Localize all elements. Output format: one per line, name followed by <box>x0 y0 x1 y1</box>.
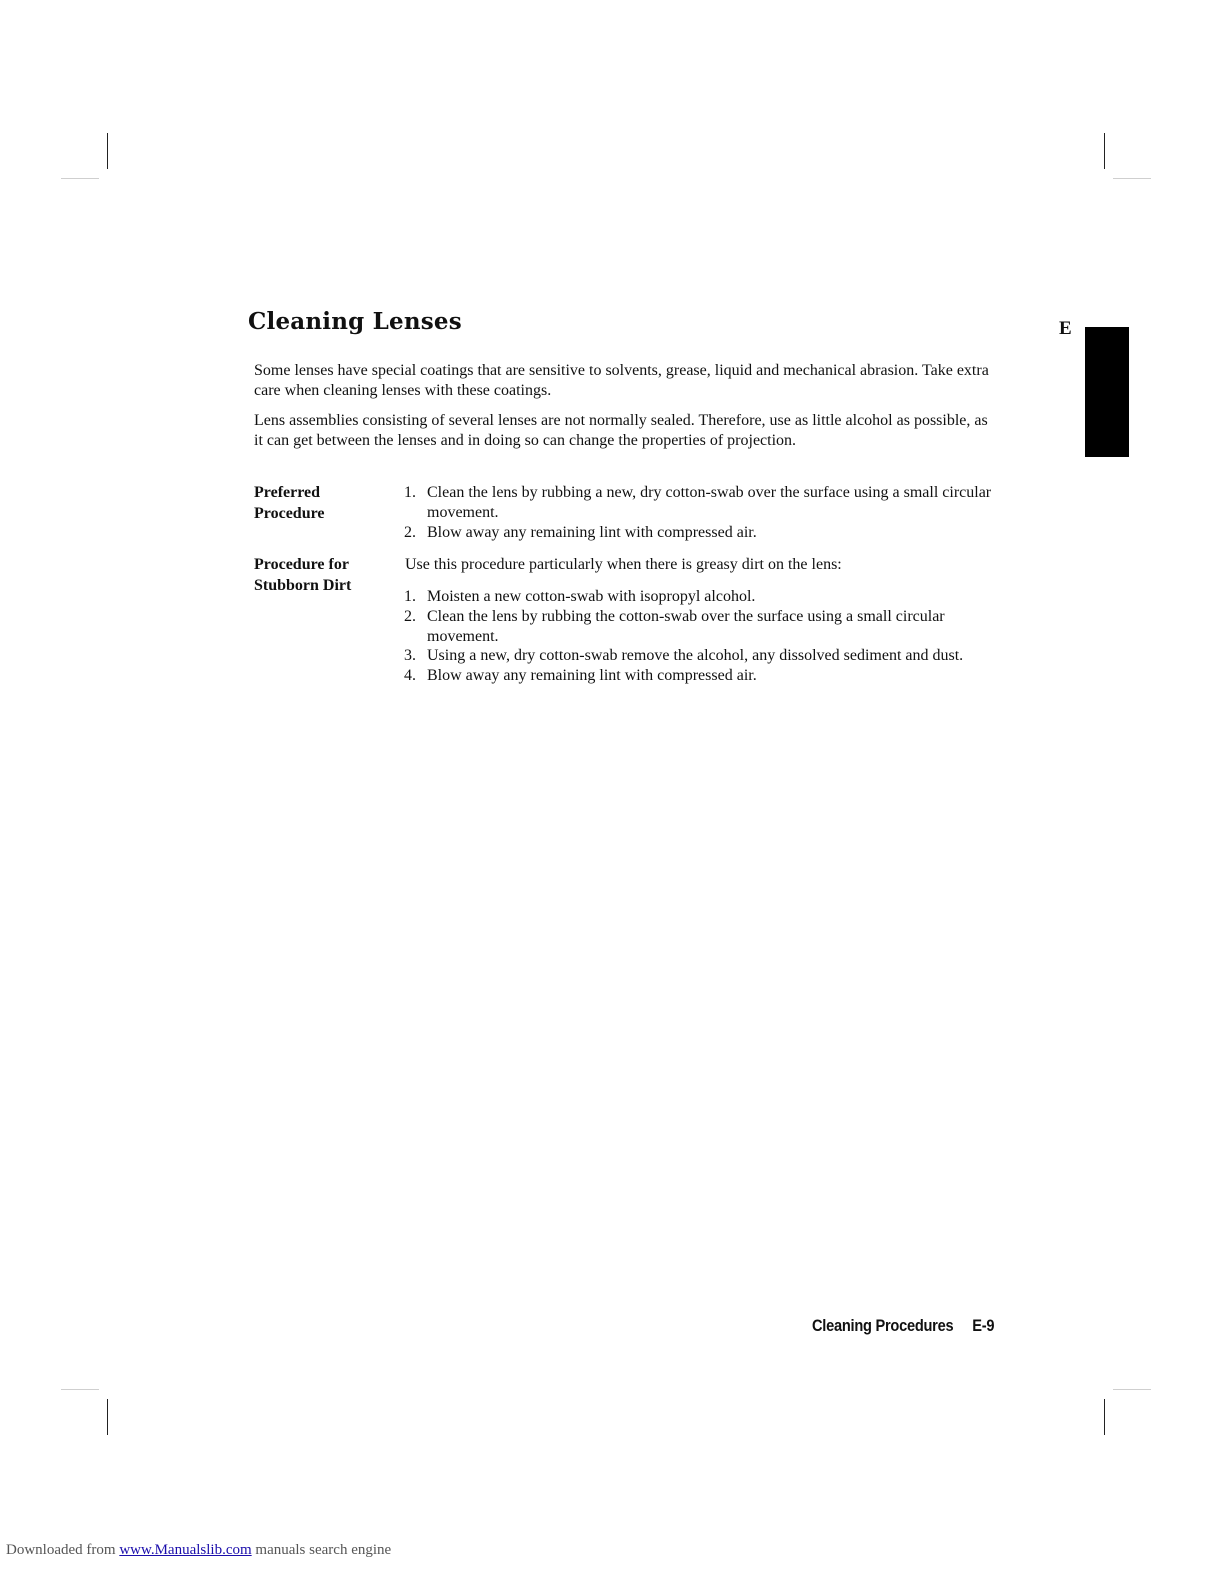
crop-mark-bottom-right-h <box>1113 1389 1151 1390</box>
step-text: Blow away any remaining lint with compressed air. <box>427 667 757 685</box>
list-item <box>404 523 994 543</box>
manualslib-link[interactable]: www.Manualslib.com <box>119 1542 252 1558</box>
crop-mark-bottom-right <box>1104 1399 1105 1435</box>
list-item <box>404 646 994 666</box>
step-number: 3. <box>404 647 416 665</box>
preferred-label-line2: Procedure <box>254 504 325 522</box>
page-footer <box>812 1316 994 1336</box>
crop-mark-top-right <box>1104 133 1105 169</box>
stubborn-label-line2: Stubborn Dirt <box>254 576 352 594</box>
preferred-procedure-label <box>254 483 394 524</box>
stubborn-intro: Use this procedure particularly when there is greasy dirt on the lens: <box>405 556 842 573</box>
step-text: Moisten a new cotton-swab with isopropyl alcohol. <box>427 588 756 605</box>
chapter-tab-letter: E <box>1059 318 1072 339</box>
step-number: 2. <box>404 523 416 541</box>
step-number: 2. <box>404 607 416 625</box>
step-text: Clean the lens by rubbing the cotton-swab over the surface using a small circular movement. <box>427 607 945 645</box>
list-item <box>404 666 994 686</box>
intro-paragraph-1: Some lenses have special coatings that are sensitive to solvents, grease, liquid and mechanical abrasion. Take extra care when cleaning lenses with these coatings. <box>254 362 989 399</box>
stubborn-steps <box>404 587 994 686</box>
step-number: 1. <box>404 484 416 501</box>
list-item <box>404 483 994 523</box>
footer-page-number: E-9 <box>972 1316 995 1335</box>
download-source-bar <box>6 1542 391 1559</box>
list-item <box>404 587 994 607</box>
list-item <box>404 607 994 647</box>
crop-mark-bottom-left-h <box>61 1389 99 1390</box>
crop-mark-top-right-h <box>1113 178 1151 179</box>
step-number: 4. <box>404 667 416 685</box>
step-text: Using a new, dry cotton-swab remove the alcohol, any dissolved sediment and dust. <box>427 647 964 665</box>
crop-mark-top-left-h <box>61 178 99 179</box>
stubborn-procedure-label <box>254 555 394 596</box>
crop-mark-top-left <box>107 133 108 169</box>
step-text: Clean the lens by rubbing a new, dry cotton-swab over the surface using a small circular movement. <box>427 484 992 521</box>
page-title: Cleaning Lenses <box>248 308 462 335</box>
crop-mark-bottom-left <box>107 1399 108 1435</box>
chapter-tab-marker <box>1085 327 1129 457</box>
footer-section-title: Cleaning Procedures <box>812 1316 954 1335</box>
stubborn-label-line1: Procedure for <box>254 556 349 573</box>
step-number: 1. <box>404 588 416 605</box>
intro-paragraph-2: Lens assemblies consisting of several lenses are not normally sealed. Therefore, use as little alcohol as possible, as it can get between the lenses and in doing so can change the properties of projection. <box>254 412 988 449</box>
preferred-label-line1: Preferred <box>254 484 321 501</box>
preferred-steps <box>404 483 994 542</box>
download-suffix: manuals search engine <box>255 1542 392 1558</box>
download-prefix: Downloaded from <box>6 1542 116 1558</box>
step-text: Blow away any remaining lint with compressed air. <box>427 523 757 541</box>
